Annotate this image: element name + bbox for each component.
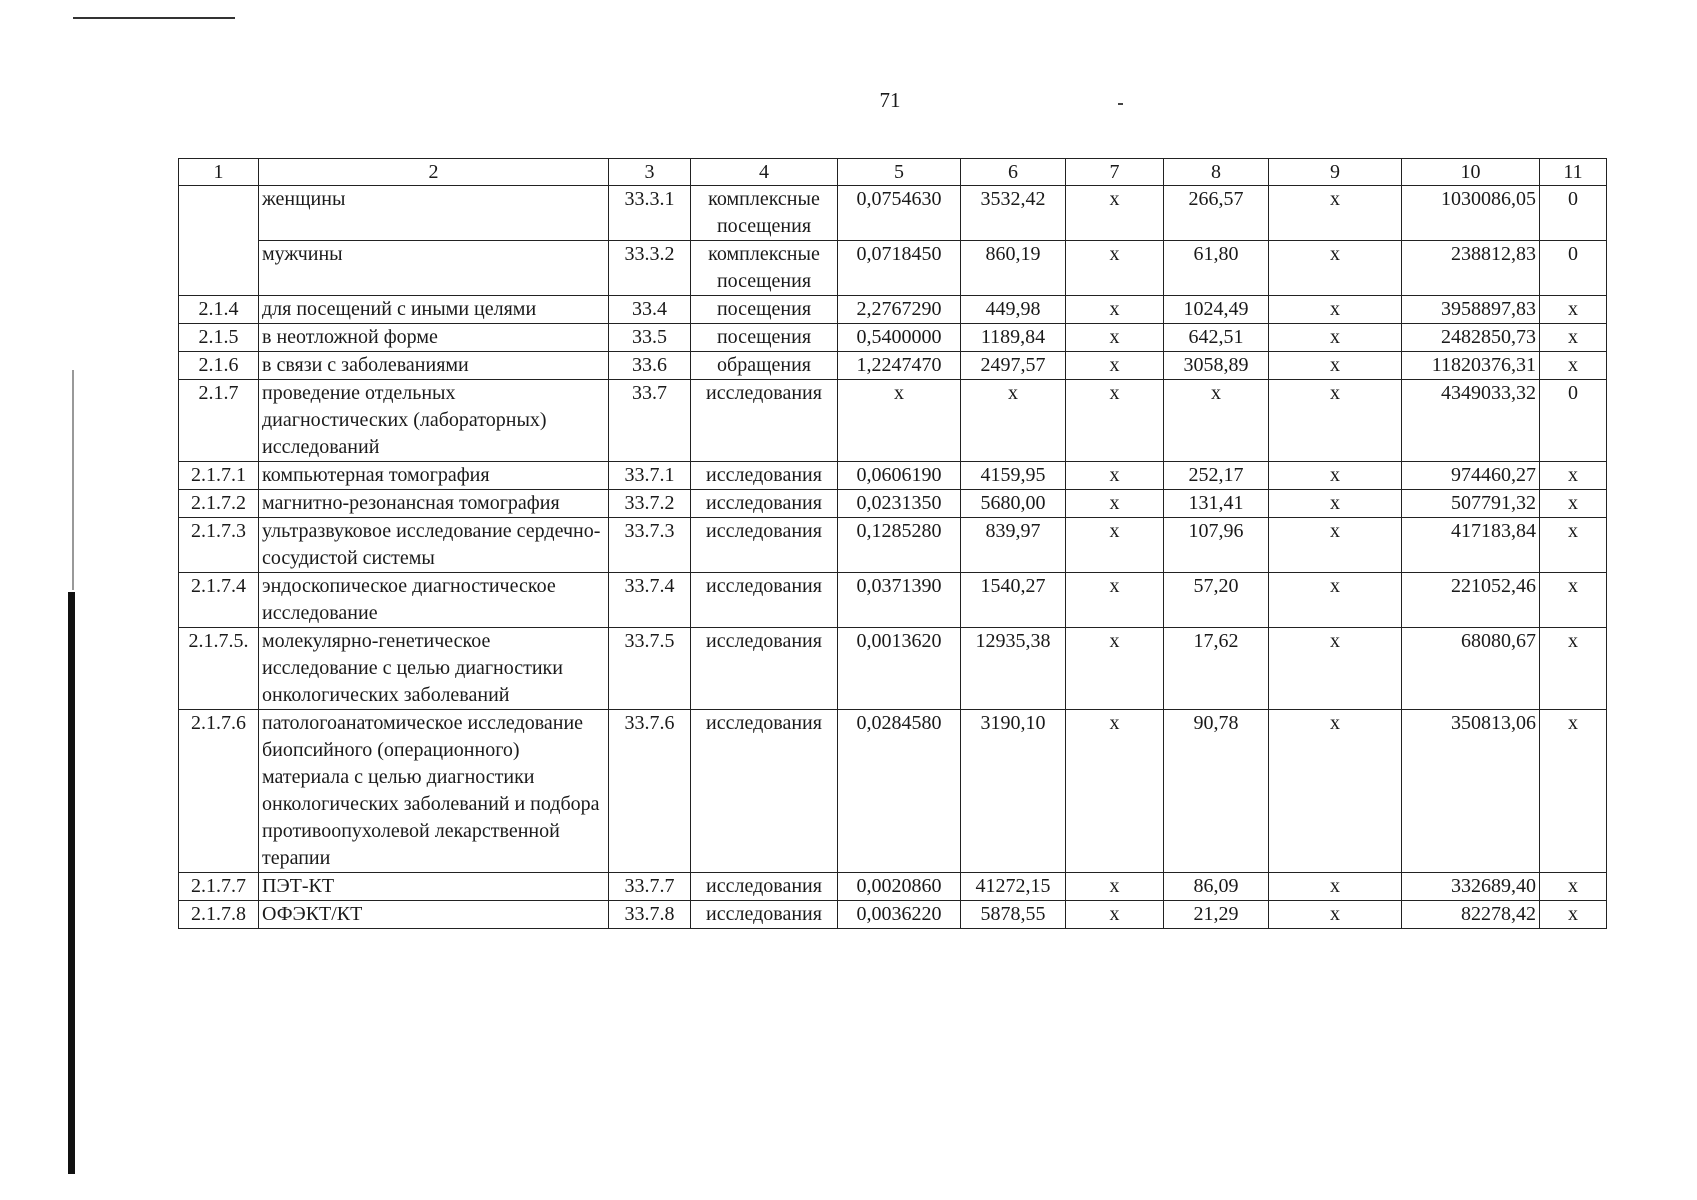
unit-cell: комплексные посещения xyxy=(691,186,838,241)
col7-cell: х xyxy=(1066,490,1164,518)
total-cell: 238812,83 xyxy=(1402,241,1540,296)
col11-cell: х xyxy=(1540,352,1607,380)
code-cell: 33.7.2 xyxy=(609,490,691,518)
column-header: 9 xyxy=(1269,159,1402,186)
unit-cell: исследования xyxy=(691,901,838,929)
table-row xyxy=(179,873,1607,901)
row-number-cell xyxy=(179,186,259,296)
row-number-cell: 2.1.7.8 xyxy=(179,901,259,929)
norm-cell: 0,0718450 xyxy=(838,241,961,296)
name-cell: молекулярно-генетическое исследование с целью диагностики онкологических заболеваний xyxy=(259,628,609,710)
cost-cell: 41272,15 xyxy=(961,873,1066,901)
code-cell: 33.7.7 xyxy=(609,873,691,901)
col7-cell: х xyxy=(1066,462,1164,490)
code-cell: 33.3.2 xyxy=(609,241,691,296)
col9-cell: х xyxy=(1269,518,1402,573)
col9-cell: х xyxy=(1269,628,1402,710)
name-cell: магнитно-резонансная томография xyxy=(259,490,609,518)
name-cell: ОФЭКТ/КТ xyxy=(259,901,609,929)
row-number-cell: 2.1.7 xyxy=(179,380,259,462)
cost-cell: х xyxy=(961,380,1066,462)
col7-cell: х xyxy=(1066,296,1164,324)
column-header: 4 xyxy=(691,159,838,186)
unit-cell: исследования xyxy=(691,380,838,462)
col9-cell: х xyxy=(1269,462,1402,490)
table-row xyxy=(179,241,1607,296)
col9-cell: х xyxy=(1269,901,1402,929)
total-cell: 1030086,05 xyxy=(1402,186,1540,241)
norm-cell: 0,0371390 xyxy=(838,573,961,628)
col11-cell: 0 xyxy=(1540,241,1607,296)
col7-cell: х xyxy=(1066,241,1164,296)
name-cell: ультразвуковое исследование сердечно-сосудистой системы xyxy=(259,518,609,573)
per-capita-cell: 3058,89 xyxy=(1164,352,1269,380)
header-row xyxy=(179,159,1607,186)
total-cell: 974460,27 xyxy=(1402,462,1540,490)
cost-cell: 860,19 xyxy=(961,241,1066,296)
unit-cell: исследования xyxy=(691,873,838,901)
row-number-cell: 2.1.7.6 xyxy=(179,710,259,873)
unit-cell: исследования xyxy=(691,573,838,628)
unit-cell: исследования xyxy=(691,462,838,490)
name-cell: эндоскопическое диагностическое исследование xyxy=(259,573,609,628)
row-number-cell: 2.1.5 xyxy=(179,324,259,352)
col11-cell: х xyxy=(1540,296,1607,324)
cost-cell: 5680,00 xyxy=(961,490,1066,518)
per-capita-cell: 642,51 xyxy=(1164,324,1269,352)
column-header: 7 xyxy=(1066,159,1164,186)
column-header: 2 xyxy=(259,159,609,186)
table-row xyxy=(179,901,1607,929)
code-cell: 33.4 xyxy=(609,296,691,324)
unit-cell: исследования xyxy=(691,518,838,573)
cost-cell: 1540,27 xyxy=(961,573,1066,628)
total-cell: 350813,06 xyxy=(1402,710,1540,873)
col9-cell: х xyxy=(1269,324,1402,352)
data-table xyxy=(178,158,1607,929)
col11-cell: х xyxy=(1540,873,1607,901)
col7-cell: х xyxy=(1066,380,1164,462)
total-cell: 2482850,73 xyxy=(1402,324,1540,352)
per-capita-cell: 17,62 xyxy=(1164,628,1269,710)
table-row xyxy=(179,573,1607,628)
col11-cell: х xyxy=(1540,628,1607,710)
cost-cell: 1189,84 xyxy=(961,324,1066,352)
per-capita-cell: х xyxy=(1164,380,1269,462)
cost-cell: 839,97 xyxy=(961,518,1066,573)
col11-cell: 0 xyxy=(1540,380,1607,462)
unit-cell: исследования xyxy=(691,710,838,873)
total-cell: 332689,40 xyxy=(1402,873,1540,901)
code-cell: 33.7 xyxy=(609,380,691,462)
col9-cell: х xyxy=(1269,710,1402,873)
name-cell: ПЭТ-КТ xyxy=(259,873,609,901)
total-cell: 507791,32 xyxy=(1402,490,1540,518)
col7-cell: х xyxy=(1066,352,1164,380)
col11-cell: 0 xyxy=(1540,186,1607,241)
unit-cell: посещения xyxy=(691,296,838,324)
cost-cell: 3532,42 xyxy=(961,186,1066,241)
total-cell: 11820376,31 xyxy=(1402,352,1540,380)
total-cell: 68080,67 xyxy=(1402,628,1540,710)
column-header: 10 xyxy=(1402,159,1540,186)
per-capita-cell: 252,17 xyxy=(1164,462,1269,490)
top-rule xyxy=(73,17,235,19)
code-cell: 33.5 xyxy=(609,324,691,352)
norm-cell: 1,2247470 xyxy=(838,352,961,380)
norm-cell: 0,0754630 xyxy=(838,186,961,241)
code-cell: 33.7.5 xyxy=(609,628,691,710)
binding-line xyxy=(72,370,74,590)
per-capita-cell: 131,41 xyxy=(1164,490,1269,518)
unit-cell: посещения xyxy=(691,324,838,352)
per-capita-cell: 1024,49 xyxy=(1164,296,1269,324)
norm-cell: 2,2767290 xyxy=(838,296,961,324)
name-cell: женщины xyxy=(259,186,609,241)
cost-cell: 4159,95 xyxy=(961,462,1066,490)
per-capita-cell: 57,20 xyxy=(1164,573,1269,628)
row-number-cell: 2.1.7.4 xyxy=(179,573,259,628)
col7-cell: х xyxy=(1066,901,1164,929)
table-row xyxy=(179,296,1607,324)
unit-cell: исследования xyxy=(691,628,838,710)
table-row xyxy=(179,628,1607,710)
row-number-cell: 2.1.7.7 xyxy=(179,873,259,901)
norm-cell: 0,0231350 xyxy=(838,490,961,518)
code-cell: 33.7.8 xyxy=(609,901,691,929)
code-cell: 33.3.1 xyxy=(609,186,691,241)
col11-cell: х xyxy=(1540,573,1607,628)
cost-cell: 2497,57 xyxy=(961,352,1066,380)
column-header: 8 xyxy=(1164,159,1269,186)
norm-cell: 0,0013620 xyxy=(838,628,961,710)
col9-cell: х xyxy=(1269,873,1402,901)
row-number-cell: 2.1.7.5. xyxy=(179,628,259,710)
table-body xyxy=(179,186,1607,929)
col9-cell: х xyxy=(1269,241,1402,296)
column-header: 6 xyxy=(961,159,1066,186)
col7-cell: х xyxy=(1066,628,1164,710)
col7-cell: х xyxy=(1066,873,1164,901)
cost-cell: 3190,10 xyxy=(961,710,1066,873)
per-capita-cell: 86,09 xyxy=(1164,873,1269,901)
row-number-cell: 2.1.6 xyxy=(179,352,259,380)
per-capita-cell: 266,57 xyxy=(1164,186,1269,241)
table-row xyxy=(179,352,1607,380)
code-cell: 33.7.6 xyxy=(609,710,691,873)
col11-cell: х xyxy=(1540,901,1607,929)
per-capita-cell: 107,96 xyxy=(1164,518,1269,573)
code-cell: 33.6 xyxy=(609,352,691,380)
norm-cell: 0,0606190 xyxy=(838,462,961,490)
unit-cell: исследования xyxy=(691,490,838,518)
col7-cell: х xyxy=(1066,573,1164,628)
table-row xyxy=(179,186,1607,241)
table-row xyxy=(179,490,1607,518)
col7-cell: х xyxy=(1066,710,1164,873)
unit-cell: обращения xyxy=(691,352,838,380)
code-cell: 33.7.4 xyxy=(609,573,691,628)
table-row xyxy=(179,710,1607,873)
total-cell: 4349033,32 xyxy=(1402,380,1540,462)
table-row xyxy=(179,518,1607,573)
row-number-cell: 2.1.7.3 xyxy=(179,518,259,573)
column-header: 3 xyxy=(609,159,691,186)
col11-cell: х xyxy=(1540,462,1607,490)
name-cell: в связи с заболеваниями xyxy=(259,352,609,380)
total-cell: 417183,84 xyxy=(1402,518,1540,573)
norm-cell: 0,5400000 xyxy=(838,324,961,352)
norm-cell: 0,1285280 xyxy=(838,518,961,573)
column-header: 1 xyxy=(179,159,259,186)
name-cell: мужчины xyxy=(259,241,609,296)
per-capita-cell: 61,80 xyxy=(1164,241,1269,296)
name-cell: для посещений с иными целями xyxy=(259,296,609,324)
code-cell: 33.7.1 xyxy=(609,462,691,490)
col9-cell: х xyxy=(1269,296,1402,324)
col9-cell: х xyxy=(1269,490,1402,518)
total-cell: 82278,42 xyxy=(1402,901,1540,929)
row-number-cell: 2.1.7.2 xyxy=(179,490,259,518)
column-header: 5 xyxy=(838,159,961,186)
col9-cell: х xyxy=(1269,352,1402,380)
code-cell: 33.7.3 xyxy=(609,518,691,573)
per-capita-cell: 90,78 xyxy=(1164,710,1269,873)
cost-cell: 449,98 xyxy=(961,296,1066,324)
table-row xyxy=(179,324,1607,352)
page-number: 71 xyxy=(879,88,901,112)
total-cell: 221052,46 xyxy=(1402,573,1540,628)
total-cell: 3958897,83 xyxy=(1402,296,1540,324)
row-number-cell: 2.1.7.1 xyxy=(179,462,259,490)
col9-cell: х xyxy=(1269,573,1402,628)
norm-cell: 0,0020860 xyxy=(838,873,961,901)
col7-cell: х xyxy=(1066,324,1164,352)
name-cell: проведение отдельных диагностических (лабораторных) исследований xyxy=(259,380,609,462)
name-cell: компьютерная томография xyxy=(259,462,609,490)
col11-cell: х xyxy=(1540,710,1607,873)
col11-cell: х xyxy=(1540,490,1607,518)
unit-cell: комплексные посещения xyxy=(691,241,838,296)
row-number-cell: 2.1.4 xyxy=(179,296,259,324)
col9-cell: х xyxy=(1269,380,1402,462)
col7-cell: х xyxy=(1066,518,1164,573)
col11-cell: х xyxy=(1540,518,1607,573)
table-row xyxy=(179,380,1607,462)
norm-cell: 0,0036220 xyxy=(838,901,961,929)
name-cell: патологоанатомическое исследование биопсийного (операционного) материала с целью диагностики онкологических заболеваний и подбора противоопухолевой лекарственной терапии xyxy=(259,710,609,873)
table-row xyxy=(179,462,1607,490)
cost-cell: 5878,55 xyxy=(961,901,1066,929)
norm-cell: 0,0284580 xyxy=(838,710,961,873)
col11-cell: х xyxy=(1540,324,1607,352)
per-capita-cell: 21,29 xyxy=(1164,901,1269,929)
name-cell: в неотложной форме xyxy=(259,324,609,352)
binding-bar xyxy=(68,592,75,1174)
cost-cell: 12935,38 xyxy=(961,628,1066,710)
column-header: 11 xyxy=(1540,159,1607,186)
col7-cell: х xyxy=(1066,186,1164,241)
norm-cell: х xyxy=(838,380,961,462)
col9-cell: х xyxy=(1269,186,1402,241)
